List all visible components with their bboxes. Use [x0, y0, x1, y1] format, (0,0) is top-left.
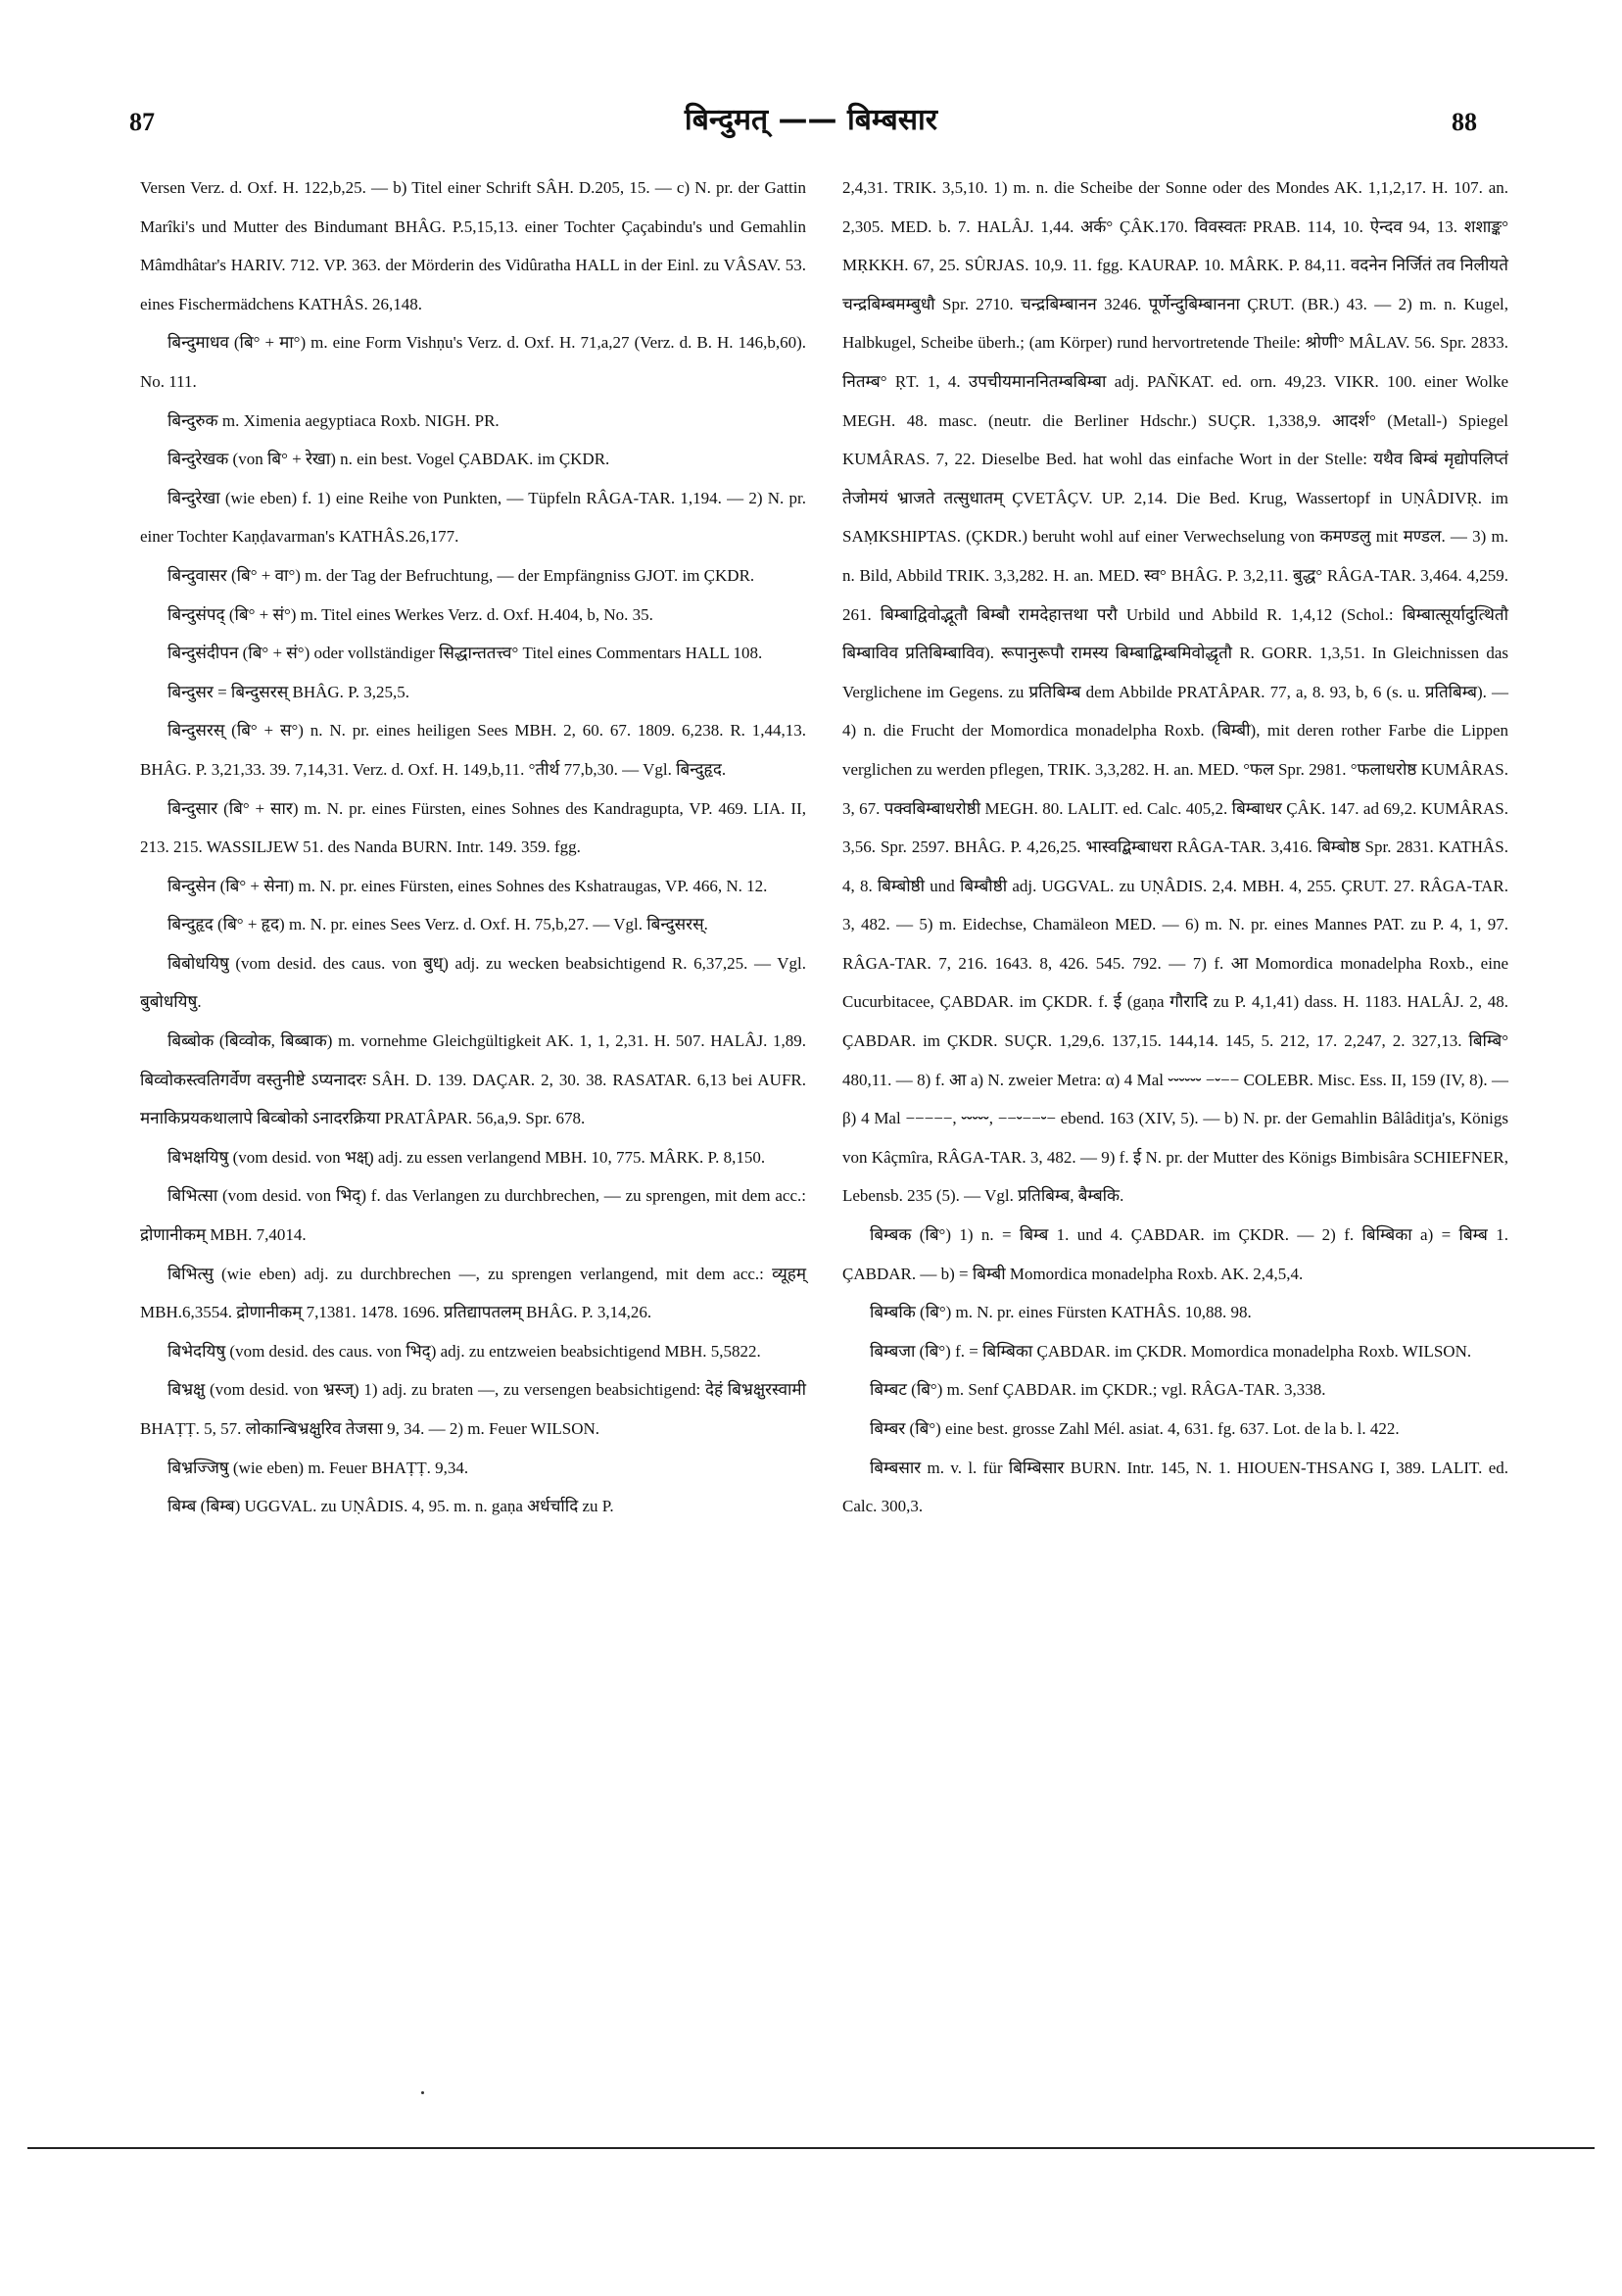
- dictionary-entry: बिन्दुमाधव (बि° + मा°) m. eine Form Vishṇu's Verz. d. Oxf. H. 71,a,27 (Verz. d. B. H. 146,b,60). No. 111.: [140, 333, 806, 391]
- dictionary-entry: बिम्बकि (बि°) m. N. pr. eines Fürsten KATHÂS. 10,88. 98.: [870, 1303, 1252, 1322]
- dictionary-entry: बिन्दुरेखा (wie eben) f. 1) eine Reihe von Punkten, — Tüpfeln RÂGA-TAR. 1,194. — 2) N. pr. einer Tochter Kaṇḍavarman's KATHÂS.26,177.: [140, 488, 806, 547]
- bottom-rule: [27, 2147, 1595, 2149]
- dictionary-entry: बिभित्सु (wie eben) adj. zu durchbrechen —, zu sprengen verlangend, mit dem acc.: व्यूहम् MBH.6,3554. द्रोणानीकम् 7,1381. 1478. 1696. प्रतिद्यापतलम् BHÂG. P. 3,14,26.: [140, 1264, 806, 1322]
- dictionary-entry: बिभ्रज्जिषु (wie eben) m. Feuer BHAṬṬ. 9,34.: [167, 1458, 469, 1477]
- dictionary-entry: 2,4,31. TRIK. 3,5,10. 1) m. n. die Scheibe der Sonne oder des Mondes AK. 1,1,2,17. H. 107. an. 2,305. MED. b. 7. HALÂJ. 1,44. अर्क° ÇÂK.170. विवस्वतः PRAB. 114, 10. ऐन्दव 94, 13. शशाङ्क° MṚKKH. 67, 25. SÛRJAS. 10,9. 11. fgg. KAURAP. 10. MÂRK. P. 84,11. वदनेन निर्जितं तव निलीयते चन्द्रबिम्बमम्बुधौ Spr. 2710. चन्द्रबिम्बानन 3246. पूर्णेन्दुबिम्बानना ÇRUT. (BR.) 43. — 2) m. n. Kugel, Halbkugel, Scheibe überh.; (am Körper) rund hervortretende Theile: श्रोणी° MÂLAV. 56. Spr. 2833. नितम्ब° ṚT. 1, 4. उपचीयमाननितम्बबिम्बा adj. PAÑKAT. ed. orn. 49,23. VIKR. 100. einer Wolke MEGH. 48. masc. (neutr. die Berliner Hdschr.) SUÇR. 1,338,9. आदर्श° (Metall-) Spiegel KUMÂRAS. 7, 22. Dieselbe Bed. hat wohl das einfache Wort in der Stelle: यथैव बिम्बं मृद्योपलिप्तं तेजोमयं भ्राजते तत्सुधातम् ÇVETÂÇV. UP. 2,14. Die Bed. Krug, Wassertopf in UṆÂDIVṚ. im SAṂKSHIPTAS. (ÇKDR.) beruht wohl auf einer Verwechselung von कमण्डलु mit मण्डल. — 3) m. n. Bild, Abbild TRIK. 3,3,282. H. an. MED. स्व° BHÂG. P. 3,2,11. बुद्ध° RÂGA-TAR. 3,464. 4,259. 261. बिम्बाद्विवोद्भूतौ बिम्बौ रामदेहात्तथा परौ Urbild und Abbild R. 1,4,12 (Schol.: बिम्बात्सूर्यादुत्थितौ बिम्बाविव प्रतिबिम्बाविव). रूपानुरूपौ रामस्य बिम्बाद्बिम्बमिवोद्धृतौ R. GORR. 1,3,51. In Gleichnissen das Verglichene im Gegens. zu प्रतिबिम्ब dem Abbilde PRATÂPAR. 77, a, 8. 93, b, 6 (s. u. प्रतिबिम्ब). — 4) n. die Frucht der Momordica monadelpha Roxb. (बिम्बी), mit deren rother Farbe die Lippen verglichen zu werden pflegen, TRIK. 3,3,282. H. an. MED. °फल Spr. 2981. °फलाधरोष्ठ KUMÂRAS. 3, 67. पक्वबिम्बाधरोष्ठी MEGH. 80. LALIT. ed. Calc. 405,2. बिम्बाधर ÇÂK. 147. ad 69,2. KUMÂRAS. 3,56. Spr. 2597. BHÂG. P. 4,26,25. भास्वद्बिम्बाधरा RÂGA-TAR. 3,416. बिम्बोष्ठ Spr. 2831. KATHÂS. 4, 8. बिम्बोष्ठी und बिम्बौष्ठी adj. UGGVAL. zu UṆÂDIS. 2,4. MBH. 4, 255. ÇRUT. 27. RÂGA-TAR. 3, 482. — 5) m. Eidechse, Chamäleon MED. — 6) m. N. pr. eines Mannes PAT. zu P. 4, 1, 97. RÂGA-TAR. 7, 216. 1643. 8, 426. 545. 792. — 7) f. आ Momordica monadelpha Roxb., eine Cucurbitacee, ÇABDAR. im ÇKDR. f. ई (gaṇa गौरादि zu P. 4,1,41) dass. H. 1183. HALÂJ. 2, 48. ÇABDAR. im ÇKDR. SUÇR. 1,29,6. 137,15. 144,14. 145, 5. 212, 17. 2,247, 2. 327,13. बिम्बि° 480,11. — 8) f. आ a) N. zweier Metra: α) 4 Mal ⏑⏑⏑⏑⏑⏑ −⏑−− COLEBR. Misc. Ess. II, 159 (IV, 8). — β) 4 Mal −−−−−, ⏑⏑⏑⏑⏑, −−⏑−−⏑− ebend. 163 (XIV, 5). — b) N. pr. der Gemahlin Bâlâditja's, Königs von Kâçmîra, RÂGA-TAR. 3, 482. — 9) f. ई N. pr. der Mutter des Königs Bimbisâra SCHIEFNER, Lebensb. 235 (5). — Vgl. प्रतिबिम्ब, बैम्बकि.: [842, 178, 1508, 1206]
- dictionary-entry: बिम्बट (बि°) m. Senf ÇABDAR. im ÇKDR.; vgl. RÂGA-TAR. 3,338.: [870, 1380, 1326, 1400]
- left-page-number: 87: [129, 108, 155, 136]
- right-column: [842, 168, 1508, 1526]
- dictionary-entry: बिबोधयिषु (vom desid. des caus. von बुध्) adj. zu wecken beabsichtigend R. 6,37,25. — Vgl. बुबोधयिषु.: [140, 953, 806, 1012]
- running-head: बिन्दुमत् —— बिम्बसार: [684, 103, 938, 137]
- dictionary-entry: बिन्दुसार (बि° + सार) m. N. pr. eines Fürsten, eines Sohnes des Kandragupta, VP. 469. LIA. II, 213. 215. WASSILJEW 51. des Nanda BURN. Intr. 149. 359. fgg.: [140, 798, 806, 857]
- dictionary-entry: बिन्दुसेन (बि° + सेना) m. N. pr. eines Fürsten, eines Sohnes des Kshatraugas, VP. 466, N. 12.: [167, 876, 768, 895]
- dictionary-entry: बिन्दुरेखक (von बि° + रेखा) n. ein best. Vogel ÇABDAK. im ÇKDR.: [167, 450, 610, 469]
- dictionary-entry: बिन्दुसंपद् (बि° + सं°) m. Titel eines Werkes Verz. d. Oxf. H.404, b, No. 35.: [167, 604, 653, 624]
- dictionary-entry: बिन्दुसरस् (बि° + स°) n. N. pr. eines heiligen Sees MBH. 2, 60. 67. 1809. 6,238. R. 1,44,13. BHÂG. P. 3,21,33. 39. 7,14,31. Verz. d. Oxf. H. 149,b,11. °तीर्थ 77,b,30. — Vgl. बिन्दुहृद.: [140, 721, 806, 779]
- left-column: [140, 168, 806, 1526]
- dictionary-entry: बिभक्षयिषु (vom desid. von भक्ष्) adj. zu essen verlangend MBH. 10, 775. MÂRK. P. 8,150.: [167, 1147, 766, 1167]
- dictionary-entry: बिन्दुवासर (बि° + वा°) m. der Tag der Befruchtung, — der Empfängniss GJOT. im ÇKDR.: [167, 565, 755, 585]
- dictionary-entry: बिम्ब (बिम्ब) UGGVAL. zu UṆÂDIS. 4, 95. m. n. gaṇa अर्धर्चादि zu P.: [167, 1497, 614, 1516]
- right-page-number: 88: [1452, 108, 1477, 136]
- dictionary-entry: बिभित्सा (vom desid. von भिद्) f. das Verlangen zu durchbrechen, — zu sprengen, mit dem acc.: द्रोणानीकम् MBH. 7,4014.: [140, 1186, 806, 1245]
- dictionary-entry: बिम्बक (बि°) 1) n. = बिम्ब 1. und 4. ÇABDAR. im ÇKDR. — 2) f. बिम्बिका a) = बिम्ब 1. ÇABDAR. — b) = बिम्बी Momordica monadelpha Roxb. AK. 2,4,5,4.: [842, 1225, 1508, 1283]
- dictionary-entry: बिम्बर (बि°) eine best. grosse Zahl Mél. asiat. 4, 631. fg. 637. Lot. de la b. l. 422.: [870, 1419, 1400, 1438]
- stray-dot: [421, 2091, 424, 2094]
- dictionary-entry: बिभेदयिषु (vom desid. des caus. von भिद्) adj. zu entzweien beabsichtigend MBH. 5,5822.: [167, 1341, 761, 1361]
- dictionary-entry: बिम्बजा (बि°) f. = बिम्बिका ÇABDAR. im ÇKDR. Momordica monadelpha Roxb. WILSON.: [870, 1341, 1472, 1361]
- dictionary-entry: बिब्बोक (बिव्वोक, बिब्बाक) m. vornehme Gleichgültigkeit AK. 1, 1, 2,31. H. 507. HALÂJ. 1,89. बिव्वोकस्त्वतिगर्वेण वस्तुनीष्टे ऽप्यनादरः SÂH. D. 139. DAÇAR. 2, 30. 38. RASATAR. 6,13 bei AUFR. मनाकिप्रयकथालापे बिव्बोको ऽनादरक्रिया PRATÂPAR. 56,a,9. Spr. 678.: [140, 1031, 806, 1128]
- dictionary-entry: बिम्बसार m. v. l. für बिम्बिसार BURN. Intr. 145, N. 1. HIOUEN-THSANG I, 389. LALIT. ed. Calc. 300,3.: [842, 1458, 1508, 1516]
- dictionary-entry: बिन्दुसंदीपन (बि° + सं°) oder vollständiger सिद्धान्ततत्त्व° Titel eines Commentars HALL 108.: [167, 644, 763, 663]
- dictionary-entry: बिन्दुसर = बिन्दुसरस् BHÂG. P. 3,25,5.: [167, 682, 409, 701]
- dictionary-entry: बिन्दुहृद (बि° + हृद) m. N. pr. eines Sees Verz. d. Oxf. H. 75,b,27. — Vgl. बिन्दुसरस्.: [167, 915, 708, 934]
- dictionary-entry: बिन्दुरुक m. Ximenia aegyptiaca Roxb. NIGH. PR.: [167, 410, 500, 430]
- dictionary-entry: बिभ्रक्षु (vom desid. von भ्रस्ज्) 1) adj. zu braten —, zu versengen beabsichtigend: देहं बिभ्रक्षुरस्वामी BHAṬṬ. 5, 57. लोकान्बिभ्रक्षुरिव तेजसा 9, 34. — 2) m. Feuer WILSON.: [140, 1380, 806, 1438]
- dictionary-entry: Versen Verz. d. Oxf. H. 122,b,25. — b) Titel einer Schrift SÂH. D.205, 15. — c) N. pr. der Gattin Marîki's und Mutter des Bindumant BHÂG. P.5,15,13. einer Tochter Çaçabindu's und Gemahlin Mâmdhâtar's HARIV. 712. VP. 363. der Mörderin des Vidûratha HALL in der Einl. zu VÂSAV. 53. eines Fischermädchens KATHÂS. 26,148.: [140, 178, 806, 313]
